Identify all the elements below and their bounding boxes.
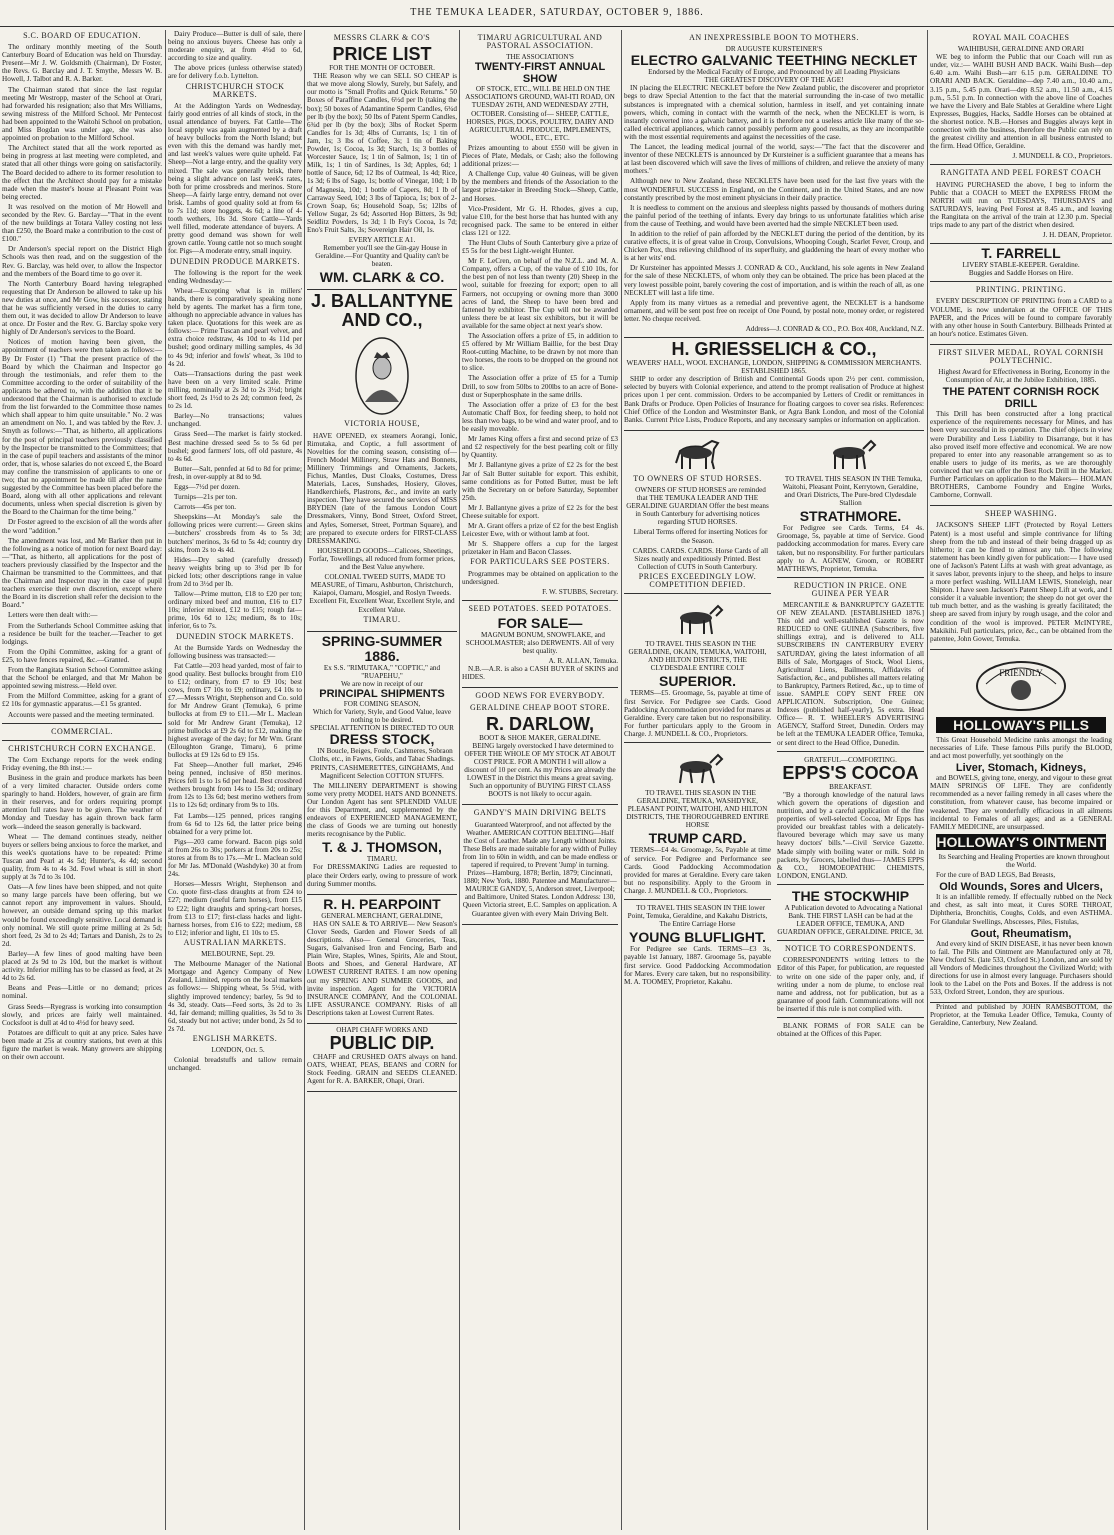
ad-body: For Pedigree see Cards. TERMS—£3 3s, payable 1st January, 1887. Groomage 5s, payable first service. Good Paddocking Accommodation for Mares. Every care taken, but no responsibility. M. A. TOOMEY, Proprietor, Kakahu. <box>624 945 771 986</box>
ad-subcolumn-left <box>624 431 771 1040</box>
ad-title: PRICE LIST <box>332 44 432 65</box>
ad-subheading: SPECIAL ATTENTION IS DIRECTED TO OUR <box>310 724 454 733</box>
advertisement-farrell <box>930 244 1112 282</box>
paragraph: In addition to the relief of pain afforded by the NECKLET during the period of the dentition, by its curative effects, it is of great value in Croup, Convulsions, Whooping Cough, Scarlet Fever, Croup, and Chicken Pox, thus relieving childhood of its superfluity, and gladdening the heart of every mother who is at her wits' end. <box>624 229 924 263</box>
paragraph: Wheat—Excepting what is in millers' hands, there is comparatively speaking none held by agents. The market has a firm tone, although no appreciable advance in values has taken place. Quotations for this week are as follows:— Prime Tuscan and pearl velvet, and extra choice redstraw, 4s 10d to 4s 11d per bushel; good ordinary milling samples, 4s 3d to 4s 9d; inferior and fowls' wheat, 3s 10d to 4s 2d. <box>168 286 302 368</box>
paragraph: The Architect stated that all the work reported as being in progress at last meeting were completed, and stated that all other things were going on satisfactorily. The Board decided to adhere to its former resolution to the effect that the Architect should pay for a mistake made when the master's house at Pleasant Point was being erected. <box>2 144 162 201</box>
ad-heading: AN INEXPRESSIBLE BOON TO MOTHERS. <box>689 33 859 42</box>
ad-title: WM. CLARK & CO. <box>319 269 445 286</box>
section-heading: DUNEDIN PRODUCE MARKETS. <box>169 256 300 266</box>
divider <box>777 884 924 885</box>
ad-heading: SEED POTATOES. SEED POTATOES. <box>468 603 612 613</box>
ad-body: It is an infallible remedy. If effectually rubbed on the Neck and chest, as salt into meat, it Cures SORE THROAT, Diphtheria, Bronchitis, Coughs, Colds, and even ASTHMA. For Glandular Swellings, Abscesses, Piles, Fistulas, <box>930 893 1112 926</box>
ad-body: HAS ON SALE & TO ARRIVE— New Season's Clover Seeds, Garden and Flower Seeds of all descriptions. Also— General Groceries, Teas, Sugars, Galvanised Iron and Fencing, Barb and Plain Wire, Staples, Wines, Spirits, Ale and Stout, Boots and Shoes, and General Hardware, AT LOWEST CURRENT RATES. I am now opening out my SPRING AND SUMMER GOODS, and invite inspection. Agent for the VICTORIA INSURANCE COMPANY, And the COLONIAL LIFE ASSURANCE COMPANY. Risks of all Descriptions taken at Lowest Current Rates. <box>307 919 457 1017</box>
ad-subheading: TIMARU. <box>366 855 398 864</box>
advertisement-darlow <box>462 688 618 805</box>
paragraph: Grass Seed—The market is fairly stocked. Best machine dressed seed 5s to 5s 6d per bushel; good farmers' lots, off old pasture, 4s to 4s 6d. <box>168 430 302 463</box>
ad-body: For DRESSMAKING Ladies are requested to place their Orders early, owing to pressure of work during Summer months. <box>307 863 457 888</box>
paragraph: Colonial breadstuffs and tallow remain unchanged. <box>168 1056 302 1073</box>
horse-icon <box>668 747 728 787</box>
ad-subheading: EVERY ARTICLE A1. <box>348 236 416 245</box>
ad-body: TERMS—£5. Groomage, 5s, payable at time of first Service. For Pedigree see Cards. Good Paddocking Accommodation provided for mares at Geraldine. Every care taken but no responsibility. For further particulars apply to the Groom in Charge. J. MUNDELL & CO., Proprietors. <box>624 689 771 738</box>
paragraph: The following is the report for the week ending Wednesday:— <box>168 268 302 285</box>
paragraph: Mr J. Ballantyne gives a prize of £2 2s for the best Cheese suitable for export. <box>462 503 618 520</box>
paragraph: Oats—Transactions during the past week have been on a very limited scale. Prime milling, nominally at 2s 3d to 2s 3½d; bright short feed, 2s 1½d to 2s 2d; common feed, 2s to 2s 1d. <box>168 369 302 411</box>
ad-subheading: We are now in receipt of our <box>340 679 424 688</box>
ad-body: This Great Household Medicine ranks amongst the leading necessaries of Life. These famous Pills purify the BLOOD, and act most powerfully, yet soothingly on the <box>930 735 1112 761</box>
paragraph: From the Sutherlands School Committee asking that a residence be built for the teacher.—Teacher to get lodgings. <box>2 621 162 646</box>
ad-heading: RANGITATA AND PEEL FOREST COACH <box>940 168 1102 178</box>
advertisement-necklet <box>624 30 924 338</box>
masthead: THE TEMUKA LEADER, SATURDAY, OCTOBER 9, 1886. <box>0 0 1114 27</box>
paragraph: MELBOURNE, Sept. 29. <box>201 950 275 959</box>
ad-subheading: Endorsed by the Medical Faculty of Europe, and Pronounced by all Leading Physicians <box>648 68 900 77</box>
ad-subheading: DR AUGUSTE KURSTEINER'S <box>725 45 823 54</box>
paragraph: Oats—A few lines have been shipped, and not quite so many large parcels have been offering, but we cannot report any improvement in values. Should, however, an outside demand spring up this market would be found exceedingly sensitive. Local demand is only nominal. We still quote prime milling at 2s 5d; short feed, 2s 3d to 2s 4d; Tartars and Danish, 2s to 2s 2d. <box>2 883 162 948</box>
ad-title: T. FARRELL <box>981 245 1061 262</box>
ad-heading: REDUCTION IN PRICE. ONE GUINEA PER YEAR <box>793 580 908 598</box>
ad-body: THE Reason why we can SELL SO CHEAP is that we move along Slowly, Surely, but Safely, and our motto is "Small Profits and Quick Returns." 50 Boxes of Paraffine Candles, 6½d per lb (taking the box); 50 boxes of Adamantine Sperm Candles, 6¾d per lb (by the box); 50 lbs of Patent Sperm Candles, 6¾d per lb (by the box); 3lbs of Rocket Sperm Candles for 1s 3d; 4lbs of Currants, 1s; 1 tin of Jam, 1s; 3 lbs of Coffee, 3s; 1 tin of Baking Powder, 1s; Cocoa, 1s 3d; Starch, 1s; 3 bottles of Worcester Sauce, 1s; 1 tin of Salmon, 1s; 1 tin of Milk, 1s; 1 tin of Sardines, 1s 3d; Apples, 6d; 1 bottle of Sauce, 6d; 12 lbs of Oatmeal, 1s 4d; Rice, 1s 3d; 6 lbs of Sago, 1s; bottle of Vinegar, 10d; 1 lb of Magnesia, 10d; 1 bottle of Capers, 8d; 1 lb of Carraway Seed, 10d; 3 lbs of Tapioca, 1s; box of 2-Crown Soap, 6s; Household Soap, 5s; 12lbs of Yellow Sugar, 2s 6d; Assorted Hop Bitters, 3s 9d; Seidlitz Powders, 1s 3d; 1 lb Fry's Cocoa, 1s 7d; Eno's Fruit Salts, 3s; Sovereign Hair Oil, 1s. <box>307 72 457 234</box>
ad-body: BEING largely overstocked I have determined to OFFER THE WHOLE OF MY STOCK AT ABOUT COST PRICE. FOR A MONTH I will allow a discount of 10 per cent. As my Prices are already the LOWEST in the District this means a great saving. Such an opportunity of BUYING FIRST CLASS BOOTS is not likely to occur again. <box>464 741 616 799</box>
ad-subheading: VICTORIA HOUSE, <box>344 419 420 429</box>
advertisement-ballantyne <box>307 290 457 631</box>
paragraph: Fat Sheep—Another full market, 2946 being penned, inclusive of 850 merinos. Prices fell 1s to 1s 6d per head. Best crossbred wethers brought from 14s to 15s 3d; ordinary from 12s to 13s 6d; best merino wethers from 11s to 12s 6d; ordinary from 9s to 10s. <box>168 760 302 810</box>
ad-subheading: LIVERY STABLE-KEEPER. Geraldine. <box>962 261 1080 270</box>
ad-body: Remember you'll see the Gin-gay House in Geraldine.—For Quantity and Quality can't be beaten. <box>315 244 449 269</box>
divider <box>624 742 771 743</box>
seal-lettering: FRIENDLY <box>999 667 1043 678</box>
column-rule <box>165 30 166 1530</box>
paragraph: Butter—Salt, pennfed at 6d to 8d for prime; fresh, in over-supply at 8d to 9d. <box>168 464 302 481</box>
ad-body: This Drill has been constructed after a long practical experience of the requirements necessary for Mines, and has been very successful in its operation. The chief objects in view were Durability and Less Liability to Disarrange, but it has also proved itself more effective and economical. We are now prepared to enter into any reasonable arrangement so as to enable users to judge of its merits, as we are thoroughly convinced that we can offer the Best Rock Drill in the Market. Further Particulars on application to the Makers— HOLMAN BROTHERS, Camborne Foundry and Engine Works, Camborne, Cornwall. <box>930 410 1112 500</box>
divider <box>2 723 162 724</box>
ad-body: Guaranteed Waterproof, and not affected by the Weather. AMERICAN COTTON BELTING—Half the Cost of Leather. Made any Length without Joints. These Belts are made suitable for any width of Pulley from 1in to 60in in width, and can be made endless or tapered if required, to Prevent 'Jump' in turning. Prizes—Hamburg, 1878; Berlin, 1879; Cincinnati, 1880; New York, 1880. Patentee and Manufacturer— MAURICE GANDY, 5, Anderson street, Liverpool; and Baltimore, United States. London Address: 130, Queen Victoria street, E.C. Samples on application. A Guarantee given with every Main Driving Belt. <box>462 820 618 918</box>
ad-heading: TIMARU AGRICULTURAL AND PASTORAL ASSOCIATION. <box>477 33 603 51</box>
ad-title: ELECTRO GALVANIC TEETHING NECKLET <box>630 52 918 69</box>
ad-title: PUBLIC DIP. <box>329 1033 435 1054</box>
paragraph: It is needless to comment on the anxious and sleepless nights passed by thousands of mothers during the painful period of the teething of infants. Every day brings to us unfortunate fatalities which arise from the cause of Teething, and would have been averted had the simple NECKLET been used. <box>624 203 924 228</box>
horse-icon <box>821 433 881 473</box>
horse-icon <box>668 433 728 473</box>
ad-heading: TO OWNERS OF STUD HORSES. <box>633 473 762 483</box>
paragraph: Mr S. Shappere offers a cup for the largest prizetaker in Ham and Bacon Classes. <box>462 540 618 557</box>
advertisement-show <box>462 30 618 601</box>
divider <box>624 899 771 900</box>
paragraph: The Association offers a prize of £5, in addition to £5 offered by Mr William Baillie, for the best Dray Root-cutting Machine, to be drawn by not more than two horses, the roots to be dropped on the ground not to slice. <box>462 332 618 373</box>
ad-subcolumn-right <box>777 431 924 1040</box>
paragraph: Pigs—203 came forward. Bacon pigs sold at from 26s to 30s; porkers at from 20s to 25s; stores at from 8s to 17s.—Mr L. Maclean sold for Mr Jas. M'Donald (Washdyke) 30 at from 24s. <box>168 837 302 879</box>
paragraph: Mr J. Ballantyne gives a prize of £2 2s for the best Jar of Salt Butter suitable for export. This exhibit, same conditions as for Potted Butter, must be left with the Secretary on or before Saturday, September 25th. <box>462 461 618 502</box>
column-rule <box>621 30 622 1530</box>
divider <box>777 940 924 941</box>
article-body <box>2 43 162 719</box>
paragraph: Sheepskins—At Monday's sale the following prices were current:— Green skins—butchers' crossbreds from 4s to 5s 3d; butchers' merinos, 3s 6d to 5s 4d; country dry skins, from 2s to 4s 4d. <box>168 513 302 554</box>
column-rule <box>304 30 305 1530</box>
column-2 <box>168 30 302 1530</box>
ad-subheading: WEAVERS' HALL, WOOL EXCHANGE, LONDON, SHIPPING & COMMISSION MERCHANTS. ESTABLISHED 1865. <box>626 359 922 376</box>
ad-body: A Publication devoted to Advocating a National Bank. THE FIRST LASH can be had at the LEADER OFFICE, TEMUKA, AND GUARDIAN OFFICE, GERALDINE. PRICE, 3d. <box>777 903 924 937</box>
signature: A. R. ALLAN, Temuka. <box>548 657 618 666</box>
ad-subheading: THE ASSOCIATION'S <box>506 53 574 62</box>
paragraph: Accounts were passed and the meeting terminated. <box>8 710 154 719</box>
paragraph: Turnips—21s per ton. <box>174 493 238 502</box>
section-heading: DUNEDIN STOCK MARKETS. <box>176 631 294 641</box>
paragraph: The above prices (unless otherwise stated) are for delivery f.o.b. Lyttelton. <box>168 64 302 81</box>
section-heading: COMMERCIAL. <box>51 726 113 736</box>
signature: F. W. STUBBS, Secretary. <box>542 587 618 596</box>
ad-title: YOUNG BLUFLIGHT. <box>629 929 766 946</box>
ad-body: EVERY DESCRIPTION OF PRINTING from a CARD to a VOLUME, is now undertaken at the OFFICE OF THIS PAPER, and the Prices will be found to compare favorably with any other house in South Canterbury. Billheads Printed at an hour's notice. Estimates Given. <box>930 297 1112 338</box>
paragraph: Programmes may be obtained on application to the undersigned. <box>462 569 618 586</box>
ad-title: HOLLOWAY'S OINTMENT <box>936 833 1106 850</box>
ad-body: Highest Award for Effectiveness in Boring, Economy in the Consumption of Air, at the Jubilee Exhibition, 1885. <box>938 368 1110 385</box>
paragraph: Wheat — The demand continues steady, neither buyers or sellers being anxious to force the market, and this week's quotations have to be repeated: Prime Tuscan and Pearl at 4s 5d; Hunter's, 4s 4d; second quality, from 4s to 4s 3d. Fowl wheat is still in short supply at 3s 7d to 3s 10d. <box>2 832 162 882</box>
ad-subheading: THE GREATEST DISCOVERY OF THE AGE! <box>704 76 844 85</box>
advertisement-potatoes <box>462 601 618 689</box>
divider <box>777 1017 924 1018</box>
ad-subheading: BREAKFAST. <box>829 782 872 791</box>
queen-portrait-icon <box>347 332 417 418</box>
imprint: Printed and published by JOHN RAMSBOTTOM, the Proprietor, at the Temuka Leader Office, Temuka, County of Geraldine, Canterbury, New Zealand. <box>930 1003 1112 1028</box>
paragraph: It was resolved on the motion of Mr Howell and seconded by the Rev. G. Barclay—"That in the event of the new buildings at Totara Valley costing not less than £250, the Board make a contribution to the cost of £100." <box>2 202 162 244</box>
paragraph: Grass Seeds—Ryegrass is working into consumption slowly, and prices are fairly well maintained. Cocksfoot is dull at 4d to 4½d for heavy seed. <box>2 1002 162 1027</box>
ad-body: IN Boucle, Beiges, Foule, Cashmeres, Sobraon Cloths, etc., in Fawns, Golds, and Tabac Shadings. PRINTS, CASHMERETTES, GINGHAMS, And Magnificent Selection COTTON STUFFS. <box>309 747 455 780</box>
paragraph: Tallow—Prime mutton, £18 to £20 per ton; ordinary mixed beef and mutton, £16 to £17 10s; inferior mixed, £12 to £15; rough fat—prime, 10s 6d to 12s; medium, 8s to 10s; inferior, 6s to 7s. <box>168 590 302 631</box>
column-6 <box>930 30 1112 1530</box>
paragraph: Dr Anderson's special report on the District High Schools was then read, and on the suggestion of the Rev. G. Barclay, was held over, to allow the Inspector and the members of the Board time to go over it. <box>2 245 162 278</box>
ad-body: CHAFF and CRUSHED OATS always on hand. OATS, WHEAT, PEAS, BEANS and CORN for Stock Feeding. GRAIN and SEEDS CLEANED. Agent for R. A. BARKER, Ohapi, Orari. <box>307 1053 457 1086</box>
two-column-ads <box>624 431 924 1040</box>
ad-heading: GOOD NEWS FOR EVERYBODY. <box>475 691 605 701</box>
paragraph: Barley—No transactions; values unchanged. <box>168 412 302 429</box>
signature: J. H. DEAN, Proprietor. <box>1042 231 1112 240</box>
ad-subheading: GRATEFUL—COMFORTING. <box>804 755 897 764</box>
paragraph: Mr James King offers a first and second prize of £3 and £2 respectively for the best pearling colt or filly by Quantity. <box>462 435 618 460</box>
ad-subheading: FOR THE MONTH OF OCTOBER. <box>329 64 435 73</box>
advertisement-clark <box>307 30 457 290</box>
ad-body: MAGNUM BONUM, SNOWFLAKE, and SCHOOLMASTER; also DERWENTS. All of very best quality. <box>465 630 615 656</box>
advertisement-gandy <box>462 805 618 924</box>
ad-body: N.B.—A.R. is also a CASH BUYER of SKINS and HIDES. <box>462 665 618 682</box>
column-5 <box>624 30 924 1530</box>
ad-heading: SHEEP WASHING. <box>985 509 1057 519</box>
paragraph: Prizes amounting to about £550 will be given in Pieces of Plate, Medals, or Cash; also the following additional prizes:— <box>462 143 618 169</box>
ad-title: Gout, Rheumatism, <box>970 927 1072 940</box>
ad-title: PRINCIPAL SHIPMENTS <box>319 687 445 700</box>
paragraph: Potatoes are difficult to quit at any price. Sales have been made at 25s at country stations, but even at this figure the market is weak. Many growers are shipping on their own account. <box>2 1028 162 1062</box>
ad-body: And every kind of SKIN DISEASE, it has never been known to fail. The Pills and Ointment are Manufactured only at 78, New Oxford St. (late 533, Oxford St.) London, and are sold by all Vendors of Medicines throughout the Civilized World; with directions for use in almost every language. Purchasers should look to the Label on the Pots and Boxes. If the address is not 533, Oxford Street, London, they are spurious. <box>930 939 1112 997</box>
paragraph: Fat Cattle—203 head yarded, most of fair to good quality. Best bullocks brought from £10 to £12; ordinary, from £7 to £9 10s; best cows, from £7 10s to £9; ordinary, £4 10s to £7.—Messrs Wright, Stephenson and Co. sold for Mr Andrew Grant (Temuka), 6 prime bullocks at from £9 to £11.—Mr L. Maclean sold for Mr Andrew Grant (Temuka), 12 prime bullocks at £9 2s 6d to £12, making the highest average of the day; for Mr Wm. Grant (Elloughton Grange, Timaru), 6 prime bullocks at £9 12s 6d to £9 15s. <box>168 661 302 759</box>
paragraph: Business in the grain and produce markets has been of a very limited character. Outside orders come sparingly to hand. Holders, however, of grain are firm in their reserves, and for orders requiring prompt attention full rates have to be given. The weather of Monday and Tuesday has again thrown back farm work—indeed the season generally is backward. <box>2 773 162 831</box>
divider <box>777 751 924 752</box>
ad-body: "By a thorough knowledge of the natural laws which govern the operations of digestion and nutrition, and by a careful application of the fine properties of well-selected Cocoa, Mr Epps has provided our breakfast tables with a delicately-flavoured beverage which may save us many heavy doctors' bills."—Civil Service Gazette. Made simply with boiling water or milk. Sold in packets, by Grocers, labelled thus— JAMES EPPS & CO., HOMOEOPATHIC CHEMISTS, LONDON, ENGLAND. <box>777 790 924 880</box>
paragraph: Mr A. Grant offers a prize of £2 for the best English Leicester Ewe, with or without lamb at foot. <box>462 522 618 539</box>
ad-body: BLANK FORMS of FOR SALE can be obtained at the Offices of this Paper. <box>777 1022 924 1039</box>
advertisement-coaches <box>930 30 1112 165</box>
paragraph: Hides—Dry salted (carefully dressed) heavy weights bring up to 3½d per lb for picked lots; other descriptions range in value from 2d to 3½d per lb. <box>168 555 302 588</box>
paragraph: From the Milford Committee, asking for a grant of £2 10s for gymnastic apparatus.—£1 5s granted. <box>2 692 162 709</box>
ad-body: CARDS. CARDS. CARDS. Horse Cards of all Sizes neatly and expeditiously Printed. Best Collection of CUTS in South Canterbury. <box>632 546 769 571</box>
column-3 <box>307 30 457 1530</box>
ad-heading: MESSRS CLARK & CO'S <box>333 33 431 42</box>
section-heading: ENGLISH MARKETS. <box>192 1033 278 1043</box>
paragraph: Eggs—7½d per dozen. <box>174 482 240 491</box>
ad-body: For Pedigree see Cards. Terms, £4 4s. Groomage, 5s, payable at time of Service. Good paddocking accommodation for mares. Every care taken, but no responsibility. For further particulars apply to A. AGNEW, Groom, or ROBERT MATTHEWS, Proprietor, Temuka. <box>777 524 924 573</box>
ad-body: TO TRAVEL THIS SEASON IN THE GERALDINE, OKAIN, TEMUKA, WAITOHI, AND HILTON DISTRICTS, THE CLYDESDALE ENTIRE COLT <box>628 640 767 673</box>
paragraph: Dairy Produce—Butter is dull of sale, there being no anxious buyers. Cheese has only a moderate enquiry, at from 4¼d to 6d, according to size and quality. <box>168 30 302 63</box>
ad-body: HAVING PURCHASED the above, I beg to inform the Public that a COACH to MEET the EXPRESS FROM the NORTH will run on TUESDAYS, THURSDAYS and SATURDAYS, leaving Peel Forest at 8.45 a.m., and leaving the Rangitata on the arrival of the train at 12.30 p.m. Special trips made to any part of the district when desired. <box>930 180 1112 229</box>
paragraph: Notices of motion having been given, the appointment of teachers were then taken as follows:—By Dr Foster (1) "That the present practice of the Board by which the Chairman and Inspector go through the testimonials, and refer them to the Committee according to the order of suitability of the applicants be adhered to, with the addition that it be understood that the Chairman is authorised to exclude from the list forwarded to the Committee those names which shall appear to him quite unsuitable." No. 2 was an amendment on No. 1, and was tabled by the Rev. J. Smyth as follows:—"That, as hitherto, all applications for the post of principal teachers previously classified by the Inspector be transmitted to the Committees; that in the case of pupil teachers and assistants of the minor order, that is, whose salaries do not exceed £, the Board may confine the transmission of applicants to one or two; that no appointment be made till after the name suggested by the Committee has been placed before the Board, along with all other applications and relevant documents, unless when special discretion is given by the Board to the Chairman for the time being." <box>2 338 162 517</box>
ad-title: J. BALLANTYNE AND CO., <box>310 291 453 331</box>
ad-subheading: GENERAL MERCHANT, GERALDINE, <box>321 911 443 920</box>
ad-body: JACKSON'S SHEEP LIFT (Protected by Royal Letters Patent) is a most useful and simple contrivance for lifting sheep from the tub and instead of their being dragged up as hitherto; it can be fitted to almost any tub. The following statement has been kindly given for publication:— I have used one of Jackson's Patent Lifts at wash with great advantage, as it saves labor, prevents injury to the sheep, and helps to insure a more perfect washing. WILLIAM LEWIS, Stoneleigh, near Shipton. I have seen Jackson's Patent Sheep Lift at work, and I consider it a valuable invention; the sheep do not get over the tub much better, and as the washing is greatly facilitated; the sheep are saved from injury by rough usage, and the color and condition of the wool is improved. PETER McINTYRE, Makikihi. Full particulars, price, &c., can be obtained from the patentee, John Gower, Temuka. <box>930 521 1112 643</box>
advertisement-printing <box>930 282 1112 345</box>
paragraph: Mr F. LeCren, on behalf of the N.Z.L. and M. A. Company, offers a Cup, of the value of £10 10s, for the best pen of not less than twenty (20) Sheep in the wool, suitable for freezing for export; open to all Farmers, not occupying or owning more than 3000 acres of land, the Sheep to have been bred and fattened by exhibitor. The Cup will not be awarded unless there be at least six exhibitors, but it will be available for the same object at next year's show. <box>462 257 618 330</box>
signature: Address—J. CONRAD & CO., P.O. Box 408, Auckland, N.Z. <box>745 325 924 333</box>
divider <box>777 577 924 578</box>
ad-title: SPRING-SUMMER 1886. <box>321 632 443 664</box>
ad-title: H. GRIESSELICH & CO., <box>671 339 877 360</box>
ad-subheading: WAIHIBUSH, GERALDINE AND ORARI <box>957 45 1085 54</box>
ad-body: WE beg to inform the Public that our Coach will run as under, viz.:— WAIHI BUSH AND BACK. Waihi Bush—dep 6.40 a.m. Waihi Bush—arr 6.15 p.m. GERALDINE TO ORARI AND BACK. Geraldine—dep 7.40 a.m., 10.40 a.m., 3.15 p.m., 5.45 p.m. Orari—dep 8.52 a.m., 11.50 a.m., 4.15 p.m., 5.51 p.m. In connection with the above line of Coaches we have the Livery and Bale Stables at Geraldine where Light Expresses, Buggies, Hacks, Saddle Horses can be obtained at the shortest notice. N.B.—Horses and Buggies always kept in connection with the business, therefore the Public can rely on the greatest civility and attention in all business entrusted to the firm. Head Office, Geraldine. <box>930 53 1112 151</box>
column-rule <box>459 30 460 1530</box>
divider <box>2 740 162 741</box>
ad-body: Liberal Terms offered for inserting Notices for the Season. <box>633 528 768 545</box>
advertisement-holloway <box>930 650 1112 1003</box>
advertisement-thomson <box>307 632 457 895</box>
ad-body: TO TRAVEL THIS SEASON IN THE Temuka, Waitohi, Pleasant Point, Kerrytown, Geraldine, and Orari Districts, The Pure-bred Clydesdale Stallion <box>782 474 923 508</box>
advertisement-griesselich <box>624 338 924 431</box>
ad-subheading: FOR COMING SEASON, <box>343 699 421 708</box>
paragraph: The Lancet, the leading medical journal of the world, says:—"The fact that the discoverer and inventor of these NECKLETS is announced by Dr Kursteiner is a sufficient guarantee that a means has at last been discovered which will save the lives of millions of children, and relieve the anxiety of many mothers." <box>624 143 924 176</box>
paragraph: The North Canterbury Board having telegraphed requesting that Dr Anderson be allowed to take up his new duties at once, and Mr Gow, his successor, stating that he was sufficiently versed in the duties to carry them out, it was decided to allow Dr Anderson to leave at once. Dr Foster and the Rev. G. Barclay spoke very highly of Dr Anderson's services to the Board. <box>2 279 162 337</box>
ad-title: DRESS STOCK, <box>329 731 435 748</box>
advertisement-pearpoint <box>307 895 457 1024</box>
ad-body: HOUSEHOLD GOODS—Calicoes, Sheetings, Forfar, Towellings, all reduced from former prices, and the Best Value anywhere. <box>308 546 456 572</box>
ad-title: R. H. PEARPOINT <box>323 895 441 912</box>
ad-body: For the cure of BAD LEGS, Bad Breasts, <box>936 871 1056 880</box>
ad-subheading: OHAPI CHAFF WORKS AND <box>336 1025 428 1034</box>
section-heading: CHRISTCHURCH STOCK MARKETS. <box>185 81 285 99</box>
ad-subheading: BOOT & SHOE MAKER, GERALDINE. <box>479 733 601 742</box>
paragraph: The amendment was lost, and Mr Barker then put in the following as a notice of motion for next Board day:—"That, as hitherto, all applications for the post of teachers previously classified by the Inspector and the Chairman be transmitted to the Committees, and that the Chairman and Inspector may in the case of pupil teachers exercise their own discretion, except where the Board in its discretion shall refer the decision to the Board." <box>2 536 162 610</box>
paragraph: At the Burnside Yards on Wednesday the following business was transacted:— <box>168 643 302 660</box>
ad-title: FOR SALE— <box>497 614 583 631</box>
paragraph: Fat Lambs—125 penned, prices ranging from 6s 6d to 12s 6d, the latter price being obtained for a very prime lot. <box>168 811 302 836</box>
ad-body: SHIP to order any description of British and Continental Goods upon 2½ per cent. commission, selected by buyers with Colonial experience, and attend to the prompt realisation of Produce at highest prices upon 1 per cent. commission. Orders to be accompanied by Letters of Credit or remittances in Bank Drafts or Produce. Open Policies of Insurance for floating cargoes to cover sea risks. References: Chief Office of the London and Westminster Bank, or Agra Bank London, and most of the Colonial Banks. Current Price Lists, Produce Reports, and any necessary samples or information on application. <box>624 375 924 424</box>
ad-heading: GERALDINE CHEAP BOOT STORE. <box>469 702 611 712</box>
ad-body: Its Searching and Healing Properties are known throughout the World. <box>938 852 1110 870</box>
ad-body: OWNERS OF STUD HORSES are reminded that THE TEMUKA LEADER AND THE GERALDINE GUARDIAN Offer the best means in South Canterbury for advertising notices regarding STUD HORSES. <box>626 485 769 527</box>
paragraph: From the Opihi Committee, asking for a grant of £25, to have fences repaired, &c.—Granted. <box>2 647 162 664</box>
paragraph: The Chairman stated that since the last regular meeting Mr Westropp, master of the School at Orari, had forwarded his resignation; also that Mrs Williams, sewing mistress of the Milford School. Mr Pentecost had been appointed to the Waitohi School on probation, and Miss Bogdan was under age, she was also appointed on probation to the Milford School. <box>2 85 162 143</box>
ad-title: TWENTY-FIRST ANNUAL SHOW <box>474 61 606 86</box>
ad-body: CORRESPONDENTS writing letters to the Editor of this Paper, for publication, are requested to write on one side of the paper only, and, if writing under a nom de plume, to enclose real name and address, not for publication, but as a guarantee of good faith. Communications will not be inserted if this rule is not complied with. <box>777 956 924 1013</box>
paragraph: Dr Foster agreed to the excision of all the words after the word "addition." <box>2 518 162 535</box>
advertisement-sheep-washing <box>930 506 1112 650</box>
paragraph: Carrots—45s per ton. <box>174 503 237 512</box>
paragraph: The Corn Exchange reports for the week ending Friday evening, the 8th inst.:— <box>2 755 162 772</box>
ad-body: The MILLINERY DEPARTMENT is showing some very pretty MODEL HATS AND BONNETS. Our London Agent has sent SPLENDID VALUE for this Department, and, supplemented by the endeavors of EXPERIENCED MANAGEMENT, the class of Goods we are turning out honestly merits recognisance by the Public. <box>307 781 457 839</box>
paragraph: A Challenge Cup, value 40 Guineas, will be given by the members and friends of the Association to the largest prize-taker in Breeding Stock—Sheep, Cattle, and Horses. <box>462 170 618 203</box>
ad-heading: PRICES EXCEEDINGLY LOW. COMPETITION DEFIED. <box>638 571 757 589</box>
signature: J. MUNDELL & CO., Proprietors. <box>1012 152 1112 161</box>
ad-heading: NOTICE TO CORRESPONDENTS. <box>784 944 917 954</box>
paragraph: LONDON, Oct. 5. <box>211 1046 265 1055</box>
ad-heading: GANDY'S MAIN DRIVING BELTS <box>473 808 607 818</box>
paragraph: The Melbourne Manager of the National Mortgage and Agency Company of New Zealand, Limited, reports on the local markets as follows:— Shipping wheat, 5s 5½d, with slightly improved tendency; barley, 5s 9d to 4s 3d, steady. Oats—Feed sorts, 3s 2d to 3s 4d, fair demand; milling qualities, 3s 5d to 3s 6d, steady but not active; under bond, 2s 5d to 2s 7d. <box>168 960 302 1033</box>
ad-body: Which for Variety, Style, and Good Value, leave nothing to be desired. <box>312 708 452 725</box>
ad-body: Ex S.S. "RIMUTAKA," "COPTIC," and "RUAPEHU," <box>323 663 441 680</box>
horse-icon <box>668 598 728 638</box>
ad-heading: ROYAL MAIL COACHES <box>972 33 1070 42</box>
paragraph: Barley—A few lines of good malting have been placed at 2s 9d to 2s 10d, but the market is without activity. Inferior milling has to be classed as feed, at 2s 4d to 2s 6d. <box>2 949 162 983</box>
paragraph: The Association offer a prize of £3 for the best Automatic Chaff Box, for feeding sheep, to hold not less than two bags, to be wind and water proof, and to be easily moveable. <box>462 400 618 434</box>
ad-heading: PRINTING. PRINTING. <box>975 285 1067 295</box>
paragraph: Beans and Peas—Little or no demand; prices nominal. <box>2 984 162 1001</box>
ad-body: TERMS—£4 4s. Groomage, 5s, Payable at time of service. For Pedigree and Performance see Cards. Good Paddocking Accommodation provided for mares at Geraldine. Every care taken but no responsibility. Apply to the Groom in Charge. J. MUNDELL & CO., Proprietors. <box>624 846 771 895</box>
divider <box>624 593 771 594</box>
ad-body: and BOWELS, giving tone, energy, and vigour to these great MAIN SPRINGS OF LIFE. They are confidently recommended as a never failing remedy in all cases where the constitution, from whatever cause, has become impaired or weakened. They are wonderfully efficacious in all ailments incidental to Females of all ages; and as a GENERAL FAMILY MEDICINE, are unsurpassed. <box>930 774 1112 831</box>
column-rule <box>927 30 928 1530</box>
ad-title: STRATHMORE. <box>799 508 902 525</box>
ad-title: SUPERIOR. <box>658 673 736 690</box>
paragraph: Vice-President, Mr G. H. Rhodes, gives a cup, value £10, for the best horse that has hunted with any recognised pack. The same to be entered in either class 121 or 122. <box>462 204 618 237</box>
paragraph: At the Addington Yards on Wednesday, fairly good entries of all kinds of stock, in the usual attendance of buyers. Fat Cattle—The local supply was again augmented by a draft of heavy bullocks from the North Island; but even with this the demand was hardly met, and last week's values were quite upheld. Fat Sheep—Not a large entry, and the quality very mixed. The sale was generally brisk, there being a slight advance on last week's rates, both for prime crossbreds and merinos. Store Sheep—A fairly large entry, demand not over brisk. Lambs of good quality sold at from 6s to 7s 11d; store hoggets, 4s 6d; a line of 4-tooth wethers, 10s 3d. Store Cattle—Yards well filled, moderate attendance of buyers. A pretty good demand was shown for well grown cattle. Young cattle not so much sought for. Pigs—A moderate entry, small inquiry. <box>168 101 302 256</box>
paragraph: Dr Kursteiner has appointed Messrs J. CONRAD & CO., Auckland, his sole agents in New Zealand for the sale of these NECKLETS, of whom only they can be obtained. The price has been placed at the very lowest possible point, barely covering the cost of importation, and is within the reach of all, as one NECKLET will last a life time. <box>624 264 924 297</box>
ad-body: Buggies and Saddle Horses on Hire. <box>968 269 1074 278</box>
paragraph: Apply from its many virtues as a remedial and preventive agent, the NECKLET is a handsome ornament, and will be sent post free on receipt of One Pound, by postal note, money order, or registered letter. No cheque received. <box>624 298 924 323</box>
paragraph: The Association offer a prize of £5 for a Turnip Drill, to sow from 50lbs to 200lbs to an acre of Bone-dust or Superphosphate in the same drills. <box>462 374 618 399</box>
ad-title: Liver, Stomach, Kidneys, <box>955 762 1087 775</box>
paragraph: The ordinary monthly meeting of the South Canterbury Board of Education was held on Thursday. Present—Mr J. W. Goldsmith (Chairman), Dr Foster, the Revs. G. Barclay and J. T. Smythe, Messrs W. B. Howell, J. Talbot and R. A. Barker. <box>2 43 162 84</box>
section-heading: CHRISTCHURCH CORN EXCHANGE. <box>8 743 156 753</box>
ad-title: Old Wounds, Sores and Ulcers, <box>939 881 1103 894</box>
ad-title: R. DARLOW, <box>486 713 594 734</box>
ad-body: MERCANTILE & BANKRUPTCY GAZETTE OF NEW ZEALAND. [ESTABLISHED 1876.] This old and well-established Gazette is now REDUCED to ONE GUINEA (Subscribers, five shillings extra), and is delivered to ALL SUBSCRIBERS IN CANTERBURY EVERY SATURDAY, giving the latest information of all Bills of Sale, Mortgages of Stock, Wool Liens, Agricultural Liens, Bailments, Affidavits of Satisfaction, &c., and publishes all matters relating to Bankruptcy, Partners Retired, &c., up to time of issue. SAMPLE COPY SENT FREE ON APPLICATION. Subscription, One Guinea; Indexes (published half-yearly), 5s extra. Head Office— R. T. WHEELER'S ADVERTISING AGENCY, Stafford Street, Dunedin. Orders may be left at the TEMUKA LEADER Office, Temuka, or sent direct to the Head Office, Dunedin. <box>777 600 924 747</box>
ad-subheading: TIMARU. <box>363 614 401 624</box>
ad-title: THE PATENT CORNISH ROCK DRILL <box>942 386 1100 411</box>
paragraph: IN placing the ELECTRIC NECKLET before the New Zealand public, the discoverer and proprietor begs to draw Special Attention to the fact that the material surrounding the in-case of two metallic substances is impregnated with a chemical solution, harmless in itself, and yet containing innate powers, which, coming in contact with the warmth of the neck, when the NECKLET is worn, is instantly converted into a galvanic battery, and it is therefore not a useless article like many of the so-called electrical appliances, which cannot possibly perform any good results, as they are incompatible with the most essential requirements and against the necessities of the case. <box>624 84 924 141</box>
section-heading: AUSTRALIAN MARKETS. <box>183 937 287 947</box>
ad-title: T. & J. THOMSON, <box>322 839 442 856</box>
ad-heading: FIRST SILVER MEDAL, ROYAL CORNISH POLYTECHNIC. <box>938 347 1104 365</box>
advertisement-rock-drill <box>930 345 1112 506</box>
advertisement-ohapi <box>307 1024 457 1092</box>
paragraph: FOR PARTICULARS SEE POSTERS. <box>470 557 610 567</box>
ad-body: TO TRAVEL THIS SEASON IN THE GERALDINE, TEMUKA, WASHDYKE, PLEASANT POINT, WAITOHI, AND HILTON DISTRICTS, THE THOROUGHBRED ENTIRE HORSE <box>626 789 769 830</box>
column-1 <box>2 30 162 1530</box>
friendly-seal-icon <box>966 654 1076 714</box>
ad-body: TO TRAVEL THIS SEASON IN THE lower Point, Temuka, Geraldine, and Kakahu Districts, The Entire Carriage Horse <box>627 904 768 929</box>
paragraph: The Hunt Clubs of South Canterbury give a prize of £5 5s for the best Light-weight Hunter. <box>462 238 618 256</box>
column-4 <box>462 30 618 1530</box>
paragraph: Although new to New Zealand, these NECKLETS have been used for the last five years with the most WONDERFUL SUCCESS in England, on the Continent, and in the United States, and are now constantly prescribed by the most eminent physicians in their daily practice. <box>624 177 924 202</box>
section-heading: S.C. BOARD OF EDUCATION. <box>23 31 141 40</box>
paragraph: From the Rangitata Station School Committee asking that the School be enlarged, and that Mr Mahon be appointed sewing mistress.—Held over. <box>2 666 162 691</box>
ad-title: EPPS'S COCOA <box>782 762 919 783</box>
advertisement-rangitata-coach <box>930 165 1112 244</box>
paragraph: Horses—Messrs Wright, Stephenson and Co. quote first-class draughts at from £24 to £27; medium (useful farm horses), from £15 to £22; light draughts and spring-cart horses, from £13 to £17; first-class hacks and light-harness horses, from £16 to £22; medium, £8 to £12; inferior and light, £1 10s to £5. <box>168 880 302 937</box>
ad-body: HAVE OPENED, ex steamers Aorangi, Ionic, Rimutaka, and Coptic, a full assortment of Novelties for the coming season, consisting of—French Model Millinery, Straw Hats and Bonnets, Millinery Trimmings and Ornaments, Jackets, Fichus, Mantles, Dust Cloaks, Costumes, Dress Materials, Laces, Sunshades, Hosiery, Gloves, Handkerchiefs, Plastrons, &c., and invite an early inspection. They have secured the services of MISS BRYDEN (late of the famous London Court Dressmakers, Vinny, Bond Street, Oxford Street, and Ayles, Somerset, Street, Portman Square), and are prepared to execute orders for FIRST-CLASS DRESSMAKING. <box>307 431 457 545</box>
paragraph: Letters were then dealt with:— <box>8 611 98 620</box>
ad-title: TRUMP CARD. <box>648 830 747 847</box>
ad-body: COLONIAL TWEED SUITS, MADE TO MEASURE, of Timaru, Ashburton, Christchurch, Kaiapoi, Oamaru, Mosgiel, and Roslyn Tweeds. Excellent Fit, Excellent Wear, Excellent Style, and Excellent Value. <box>309 573 455 614</box>
ad-title: THE STOCKWHIP <box>791 887 910 904</box>
ad-title: HOLLOWAY'S PILLS <box>936 717 1106 733</box>
ad-body: OF STOCK, ETC., WILL BE HELD ON THE ASSOCIATION'S GROUND, WAI-ITI ROAD, ON TUESDAY 26TH, AND WEDNESDAY 27TH, OCTOBER. Consisting of— SHEEP, CATTLE, HORSES, PIGS, DOGS, POULTRY, DAIRY AND AGRICULTURAL PRODUCE, IMPLEMENTS, WOOL, ETC., ETC. <box>465 85 615 142</box>
